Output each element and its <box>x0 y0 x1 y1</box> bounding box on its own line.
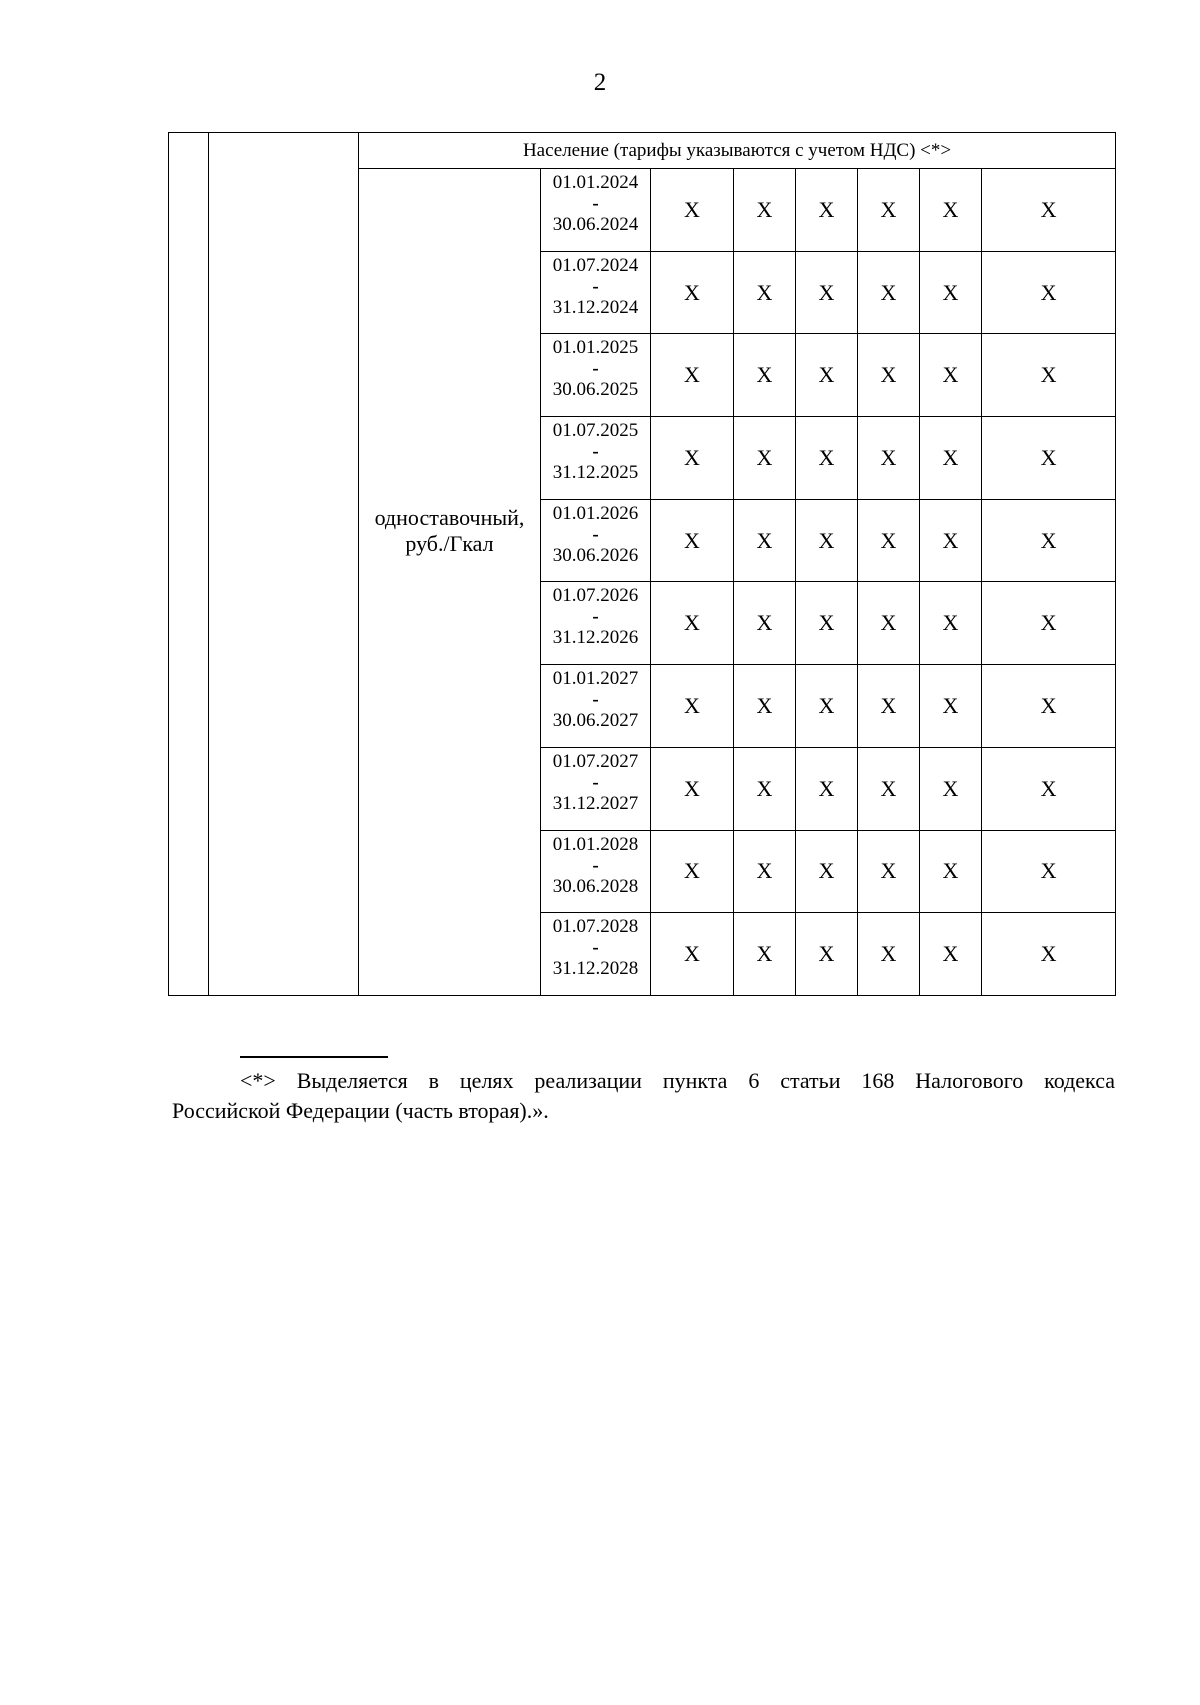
tariff-type-label: одноставочный, <box>374 505 525 530</box>
tariff-value-cell: X <box>734 417 796 500</box>
period-start: 01.07.2024 <box>552 254 639 276</box>
section-header: Население (тарифы указываются с учетом НДС) <*> <box>359 133 1116 169</box>
name-column-cell <box>209 133 359 996</box>
footnote-line: Российской Федерации (часть вторая).». <box>172 1098 549 1123</box>
tariff-table <box>168 132 1116 996</box>
tariff-value-cell: X <box>982 830 1116 913</box>
period-end: 31.12.2024 <box>552 296 639 318</box>
tariff-value-cell: X <box>858 169 920 252</box>
tariff-value-cell: X <box>920 913 982 996</box>
period-end: 30.06.2027 <box>552 710 639 732</box>
tariff-value-cell: X <box>651 499 734 582</box>
tariff-value-cell: X <box>734 582 796 665</box>
tariff-value-cell: X <box>858 747 920 830</box>
period-cell <box>541 417 651 500</box>
tariff-value-cell: X <box>734 747 796 830</box>
period-cell <box>541 251 651 334</box>
period-start: 01.01.2028 <box>552 833 639 855</box>
period-end: 31.12.2027 <box>552 792 639 814</box>
tariff-value-cell: X <box>982 913 1116 996</box>
tariff-value-cell: X <box>734 913 796 996</box>
period-end: 31.12.2025 <box>552 462 639 484</box>
tariff-value-cell: X <box>858 499 920 582</box>
period-start: 01.01.2024 <box>552 172 639 193</box>
tariff-value-cell: X <box>982 334 1116 417</box>
tariff-value-cell: X <box>796 665 858 748</box>
tariff-value-cell: X <box>651 913 734 996</box>
tariff-value-cell: X <box>734 665 796 748</box>
index-column-cell <box>169 133 209 996</box>
tariff-value-cell: X <box>920 747 982 830</box>
tariff-value-cell: X <box>734 499 796 582</box>
tariff-value-cell: X <box>796 169 858 252</box>
tariff-value-cell: X <box>796 830 858 913</box>
footnote-divider <box>240 1056 388 1058</box>
period-cell <box>541 665 651 748</box>
tariff-value-cell: X <box>651 169 734 252</box>
period-separator: - <box>592 275 599 297</box>
tariff-value-cell: X <box>796 417 858 500</box>
tariff-value-cell: X <box>982 417 1116 500</box>
tariff-value-cell: X <box>982 747 1116 830</box>
tariff-value-cell: X <box>858 913 920 996</box>
period-separator: - <box>592 689 599 711</box>
period-cell <box>541 830 651 913</box>
tariff-value-cell: X <box>920 169 982 252</box>
footnote-line: <*> Выделяется в целях реализации пункта 6 статьи 168 Налогового кодекса <box>240 1068 1115 1093</box>
tariff-value-cell: X <box>858 334 920 417</box>
tariff-value-cell: X <box>920 582 982 665</box>
tariff-value-cell: X <box>920 251 982 334</box>
period-start: 01.01.2026 <box>552 502 639 524</box>
period-separator: - <box>592 441 599 463</box>
period-start: 01.01.2025 <box>552 337 639 359</box>
period-cell <box>541 499 651 582</box>
tariff-value-cell: X <box>982 251 1116 334</box>
tariff-value-cell: X <box>734 251 796 334</box>
period-end: 30.06.2024 <box>552 214 639 235</box>
tariff-value-cell: X <box>982 665 1116 748</box>
tariff-value-cell: X <box>651 582 734 665</box>
tariff-value-cell: X <box>920 334 982 417</box>
tariff-value-cell: X <box>651 830 734 913</box>
tariff-value-cell: X <box>920 665 982 748</box>
period-cell <box>541 334 651 417</box>
table-header-row <box>169 133 1116 169</box>
period-start: 01.01.2027 <box>552 668 639 690</box>
tariff-value-cell: X <box>651 665 734 748</box>
tariff-type-label: руб./Гкал <box>405 531 494 556</box>
tariff-value-cell: X <box>858 417 920 500</box>
footnote <box>172 1066 1115 1126</box>
tariff-value-cell: X <box>982 499 1116 582</box>
period-start: 01.07.2028 <box>552 916 639 938</box>
tariff-value-cell: X <box>651 417 734 500</box>
table-body <box>169 133 1116 996</box>
period-cell <box>541 747 651 830</box>
tariff-value-cell: X <box>982 169 1116 252</box>
period-end: 30.06.2025 <box>552 379 639 401</box>
tariff-value-cell: X <box>796 582 858 665</box>
period-separator: - <box>592 854 599 876</box>
tariff-value-cell: X <box>858 830 920 913</box>
tariff-value-cell: X <box>734 169 796 252</box>
period-separator: - <box>592 937 599 959</box>
period-separator: - <box>592 523 599 545</box>
tariff-value-cell: X <box>796 499 858 582</box>
tariff-value-cell: X <box>858 665 920 748</box>
tariff-value-cell: X <box>796 913 858 996</box>
period-cell <box>541 169 651 252</box>
period-end: 30.06.2028 <box>552 875 639 897</box>
period-start: 01.07.2026 <box>552 585 639 607</box>
period-start: 01.07.2027 <box>552 750 639 772</box>
tariff-value-cell: X <box>920 830 982 913</box>
period-end: 31.12.2028 <box>552 958 639 980</box>
period-separator: - <box>592 193 599 214</box>
tariff-value-cell: X <box>734 830 796 913</box>
tariff-value-cell: X <box>734 334 796 417</box>
period-cell <box>541 913 651 996</box>
tariff-value-cell: X <box>796 334 858 417</box>
period-end: 31.12.2026 <box>552 627 639 649</box>
tariff-value-cell: X <box>982 582 1116 665</box>
tariff-value-cell: X <box>858 582 920 665</box>
tariff-value-cell: X <box>796 251 858 334</box>
period-separator: - <box>592 606 599 628</box>
tariff-value-cell: X <box>858 251 920 334</box>
period-separator: - <box>592 358 599 380</box>
period-end: 30.06.2026 <box>552 544 639 566</box>
tariff-value-cell: X <box>920 417 982 500</box>
tariff-value-cell: X <box>796 747 858 830</box>
tariff-value-cell: X <box>651 334 734 417</box>
period-separator: - <box>592 771 599 793</box>
page-number: 2 <box>593 69 607 96</box>
tariff-value-cell: X <box>651 747 734 830</box>
tariff-value-cell: X <box>651 251 734 334</box>
tariff-type-cell <box>359 169 541 996</box>
tariff-value-cell: X <box>920 499 982 582</box>
period-start: 01.07.2025 <box>552 420 639 442</box>
period-cell <box>541 582 651 665</box>
